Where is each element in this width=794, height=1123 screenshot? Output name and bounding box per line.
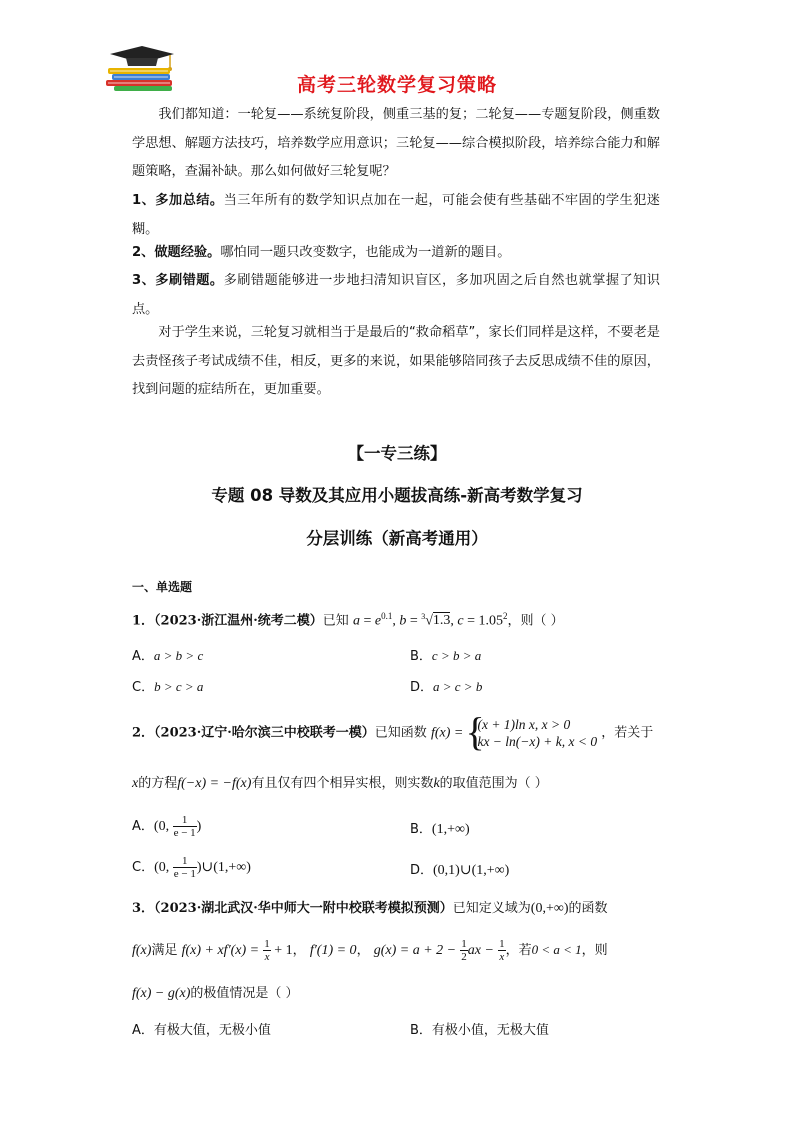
numerator: 1 [173,855,197,868]
text-fragment: 有且仅有四个相异实根，则实数 [251,776,434,791]
section-heading: 一、单选题 [132,580,193,594]
option-label: D． [410,863,434,878]
option-label: A． [132,819,154,834]
tip-2-head: 2、做题经验。 [132,245,221,260]
q1-option-b[interactable] [410,645,481,664]
fraction [263,938,271,963]
interval-union: )∪(1,+∞) [196,860,251,875]
numerator: 1 [264,938,270,950]
option-expr: (1,+∞) [431,822,470,837]
option-expr: b > c > a [154,679,204,694]
denominator: e − 1 [173,868,196,880]
condition: 0 < a < 1 [531,942,582,957]
question-2-stem [132,709,654,754]
question-2-number: 2． [132,725,155,741]
text-fragment: ，若 [505,943,532,958]
question-3-source: （2023·湖北武汉·华中师大一附中校联考模拟预测） [154,901,453,916]
page-title: 高考三轮数学复习策略 [296,74,497,96]
question-2-tail: ，若关于 [601,725,654,741]
denominator: 2 [461,951,467,963]
question-3-line-3 [132,984,299,1004]
q1-option-d[interactable] [410,676,482,695]
question-1-tail: ，则（ ） [507,613,564,629]
question-3-lead: 已知定义域为 [452,901,531,916]
radical-sign: √ [425,613,433,629]
option-label: B． [410,649,432,664]
term-ax: ax − [467,943,494,958]
tip-3-text: 多刷错题能够进一步地扫清知识盲区，多加巩固之后自然也就掌握了知识点。 [132,273,660,317]
option-expr: a > c > b [433,679,483,694]
intro-paragraph: 我们都知道：一轮复——系统复阶段，侧重三基的复；二轮复——专题复阶段，侧重数学思想、解题方法技巧，培养数学应用意识；三轮复——综合模拟阶段，培养综合能力和解题策略，查漏补缺。那么如何做好三轮复呢？ [132,107,660,179]
question-1-number: 1． [132,613,155,629]
question-1-source: （2023·浙江温州·统考二模） [154,613,323,629]
question-3-number: 3． [132,901,155,916]
interval-open: (0, [154,860,173,875]
option-expr: a > b > c [153,648,204,663]
denominator: e − 1 [173,827,196,839]
q2-option-b[interactable] [410,818,470,838]
interval-open: (0, [153,819,173,834]
interval-close: ) [196,819,202,834]
var-a: a [352,613,360,629]
q3-option-b[interactable]: B．有极小值，无极大值 [410,1023,549,1038]
option-label: D． [410,680,434,695]
expression: f(x) − g(x) [132,986,191,1001]
var-k: k [433,776,440,791]
tip-1 [132,187,660,244]
radicand: 1.3 [432,613,451,629]
question-2-source: （2023·辽宁·哈尔滨三中校联考一模） [154,725,375,741]
c-base: 1.05 [478,613,504,629]
question-1-stem: 1．（2023·浙江温州·统考二模）已知 $a = e^{0.1}$, b = $^3$√1.3, $c = 1.05^2$，则（ ） [132,611,564,629]
case-1: (x + 1)ln x, x > 0 [477,717,571,732]
brace-icon: { [465,709,485,754]
q2-option-a[interactable] [132,814,201,839]
option-expr: c > b > a [431,648,482,663]
c-exponent: 2 [503,611,508,621]
case-2: kx − ln(−x) + k, x < 0 [477,734,598,749]
option-expr: (0,1)∪(1,+∞) [433,863,510,878]
exponent-a: 0.1 [381,611,393,621]
question-3-stem [132,899,608,919]
piecewise-function [465,709,598,754]
euler-e: e [374,613,382,629]
tip-3-head: 3、多刷错题。 [132,273,224,288]
q3-option-a[interactable]: A．有极大值，无极小值 [132,1023,271,1038]
denominator: x [499,951,505,963]
fraction [498,938,506,963]
function-f: f(x) [132,943,152,958]
numerator: 1 [173,814,197,827]
tip-3 [132,267,660,324]
q1-option-a[interactable] [132,645,203,664]
option-label: C． [132,680,155,695]
derivative-condition: f′(1) = 0 [309,943,357,958]
topic-title-line-2: 分层训练（新高考通用） [306,529,488,548]
question-3-line-2 [132,938,608,963]
fraction [173,814,197,839]
numerator: 1 [499,938,505,950]
topic-title-line-1: 专题 08 导数及其应用小题拔高练-新高考数学复习 [211,486,583,505]
closing-paragraph: 对于学生来说，三轮复习就相当于是最后的“救命稻草”，家长们同样是这样，不要老是去责怪孩子考试成绩不佳，相反，更多的来说，如果能够陪同孩子去反思成绩不佳的原因，找到问题的症结所在，更加重要。 [132,325,660,397]
text-fragment: 的极值情况是（ ） [190,986,299,1001]
fraction [173,855,197,880]
option-label: C． [132,860,155,875]
tip-1-text: 当三年所有的数学知识点加在一起，可能会使有些基础不牢固的学生犯迷糊。 [132,193,660,237]
var-c: c [457,613,464,629]
q2-option-c[interactable] [132,855,251,880]
tip-2 [132,239,660,268]
option-label: A． [132,649,154,664]
equation: f(x) + xf′(x) = [181,943,260,958]
plus-one: + 1 [270,943,293,958]
denominator: x [264,951,270,963]
question-1-lead: 已知 [322,613,349,629]
var-b: b [399,613,407,629]
function-f: f(x) = [430,725,464,741]
text-fragment: 的方程 [138,776,178,791]
equation: f(−x) = −f(x) [177,776,252,791]
question-2-lead: 已知函数 [374,725,427,741]
separator: ， [292,943,306,958]
text-fragment: 的取值范围为（ ） [439,776,548,791]
fraction [460,938,468,963]
option-label: B． [410,822,432,837]
root-index: 3 [421,612,426,621]
function-g: g(x) = a + 2 − [373,943,457,958]
question-2-line-2 [132,774,548,794]
text-fragment: 满足 [151,943,178,958]
tip-2-text: 哪怕同一题只改变数字，也能成为一道新的题目。 [220,245,511,260]
numerator: 1 [461,938,467,950]
q1-option-c[interactable] [132,676,203,695]
tip-1-head: 1、多加总结。 [132,193,224,208]
series-bracket-title: 【一专三练】 [347,444,447,463]
text-fragment: 的函数 [568,901,608,916]
q2-option-d[interactable] [410,859,509,879]
separator: ， [356,943,370,958]
text-fragment: ，则 [581,943,608,958]
domain: (0,+∞) [530,901,569,916]
var-x: x [132,776,139,791]
